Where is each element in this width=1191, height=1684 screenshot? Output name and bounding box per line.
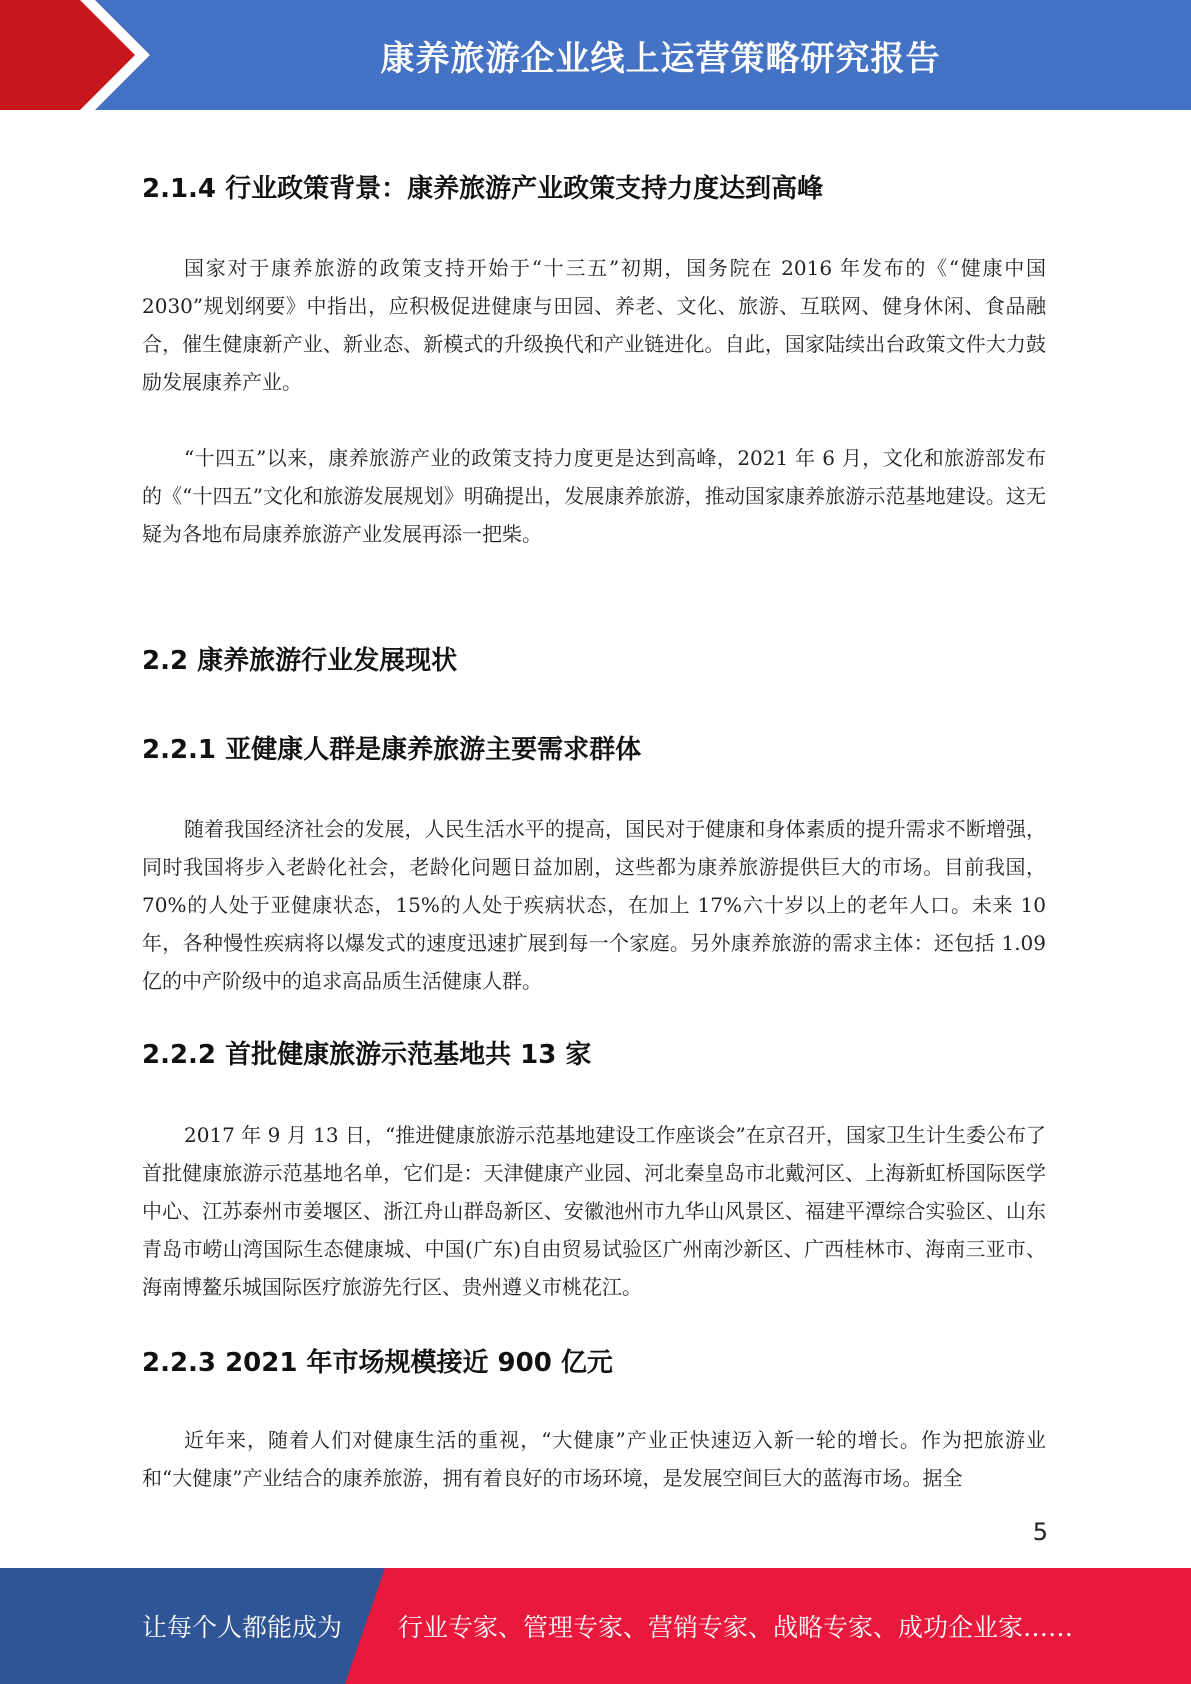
section-heading-2-1-4: 2.1.4 行业政策背景：康养旅游产业政策支持力度达到高峰 <box>142 174 824 204</box>
paragraph: “十四五”以来，康养旅游产业的政策支持力度更是达到高峰，2021 年 6 月，文化和旅游部发布的《“十四五”文化和旅游发展规划》明确提出，发展康养旅游，推动国家康养旅游示范基地建设。这无疑为各地布局康养旅游产业发展再添一把柴。 <box>142 446 1046 546</box>
section-heading-2-2-3: 2.2.3 2021 年市场规模接近 900 亿元 <box>142 1348 613 1378</box>
paragraph: 随着我国经济社会的发展，人民生活水平的提高，国民对于健康和身体素质的提升需求不断增强，同时我国将步入老龄化社会，老龄化问题日益加剧，这些都为康养旅游提供巨大的市场。目前我国，70%的人处于亚健康状态，15%的人处于疾病状态，在加上 17%六十岁以上的老年人口。未来 10 年，各种慢性疾病将以爆发式的速度迅速扩展到每一个家庭。另外康养旅游的需求主体：还包括 1.09 亿的中产阶级中的追求高品质生活健康人群。 <box>142 817 1046 993</box>
section-heading-2-2-2: 2.2.2 首批健康旅游示范基地共 13 家 <box>142 1040 592 1070</box>
report-title: 康养旅游企业线上运营策略研究报告 <box>380 38 941 79</box>
footer-slogan-left: 让每个人都能成为 <box>142 1613 343 1642</box>
page-header <box>0 0 1191 110</box>
paragraph: 近年来，随着人们对健康生活的重视，“大健康”产业正快速迈入新一轮的增长。作为把旅游业和“大健康”产业结合的康养旅游，拥有着良好的市场环境，是发展空间巨大的蓝海市场。据全 <box>142 1428 1046 1490</box>
section-heading-2-2-1: 2.2.1 亚健康人群是康养旅游主要需求群体 <box>142 735 642 765</box>
footer-slogan-right: 行业专家、管理专家、营销专家、战略专家、成功企业家…… <box>398 1613 1074 1642</box>
paragraph: 国家对于康养旅游的政策支持开始于“十三五”初期，国务院在 2016 年发布的《“健康中国 2030”规划纲要》中指出，应积极促进健康与田园、养老、文化、旅游、互联网、健身休闲、食品融合，催生健康新产业、新业态、新模式的升级换代和产业链进化。自此，国家陆续出台政策文件大力鼓励发展康养产业。 <box>142 256 1046 394</box>
section-heading-2-2: 2.2 康养旅游行业发展现状 <box>142 646 458 676</box>
page-footer <box>0 1568 1191 1684</box>
paragraph: 2017 年 9 月 13 日，“推进健康旅游示范基地建设工作座谈会”在京召开，国家卫生计生委公布了首批健康旅游示范基地名单，它们是：天津健康产业园、河北秦皇岛市北戴河区、上海新虹桥国际医学中心、江苏泰州市姜堰区、浙江舟山群岛新区、安徽池州市九华山风景区、福建平潭综合实验区、山东青岛市崂山湾国际生态健康城、中国(广东)自由贸易试验区广州南沙新区、广西桂林市、海南三亚市、海南博鳌乐城国际医疗旅游先行区、贵州遵义市桃花江。 <box>142 1123 1046 1299</box>
page-number: 5 <box>1032 1518 1048 1546</box>
